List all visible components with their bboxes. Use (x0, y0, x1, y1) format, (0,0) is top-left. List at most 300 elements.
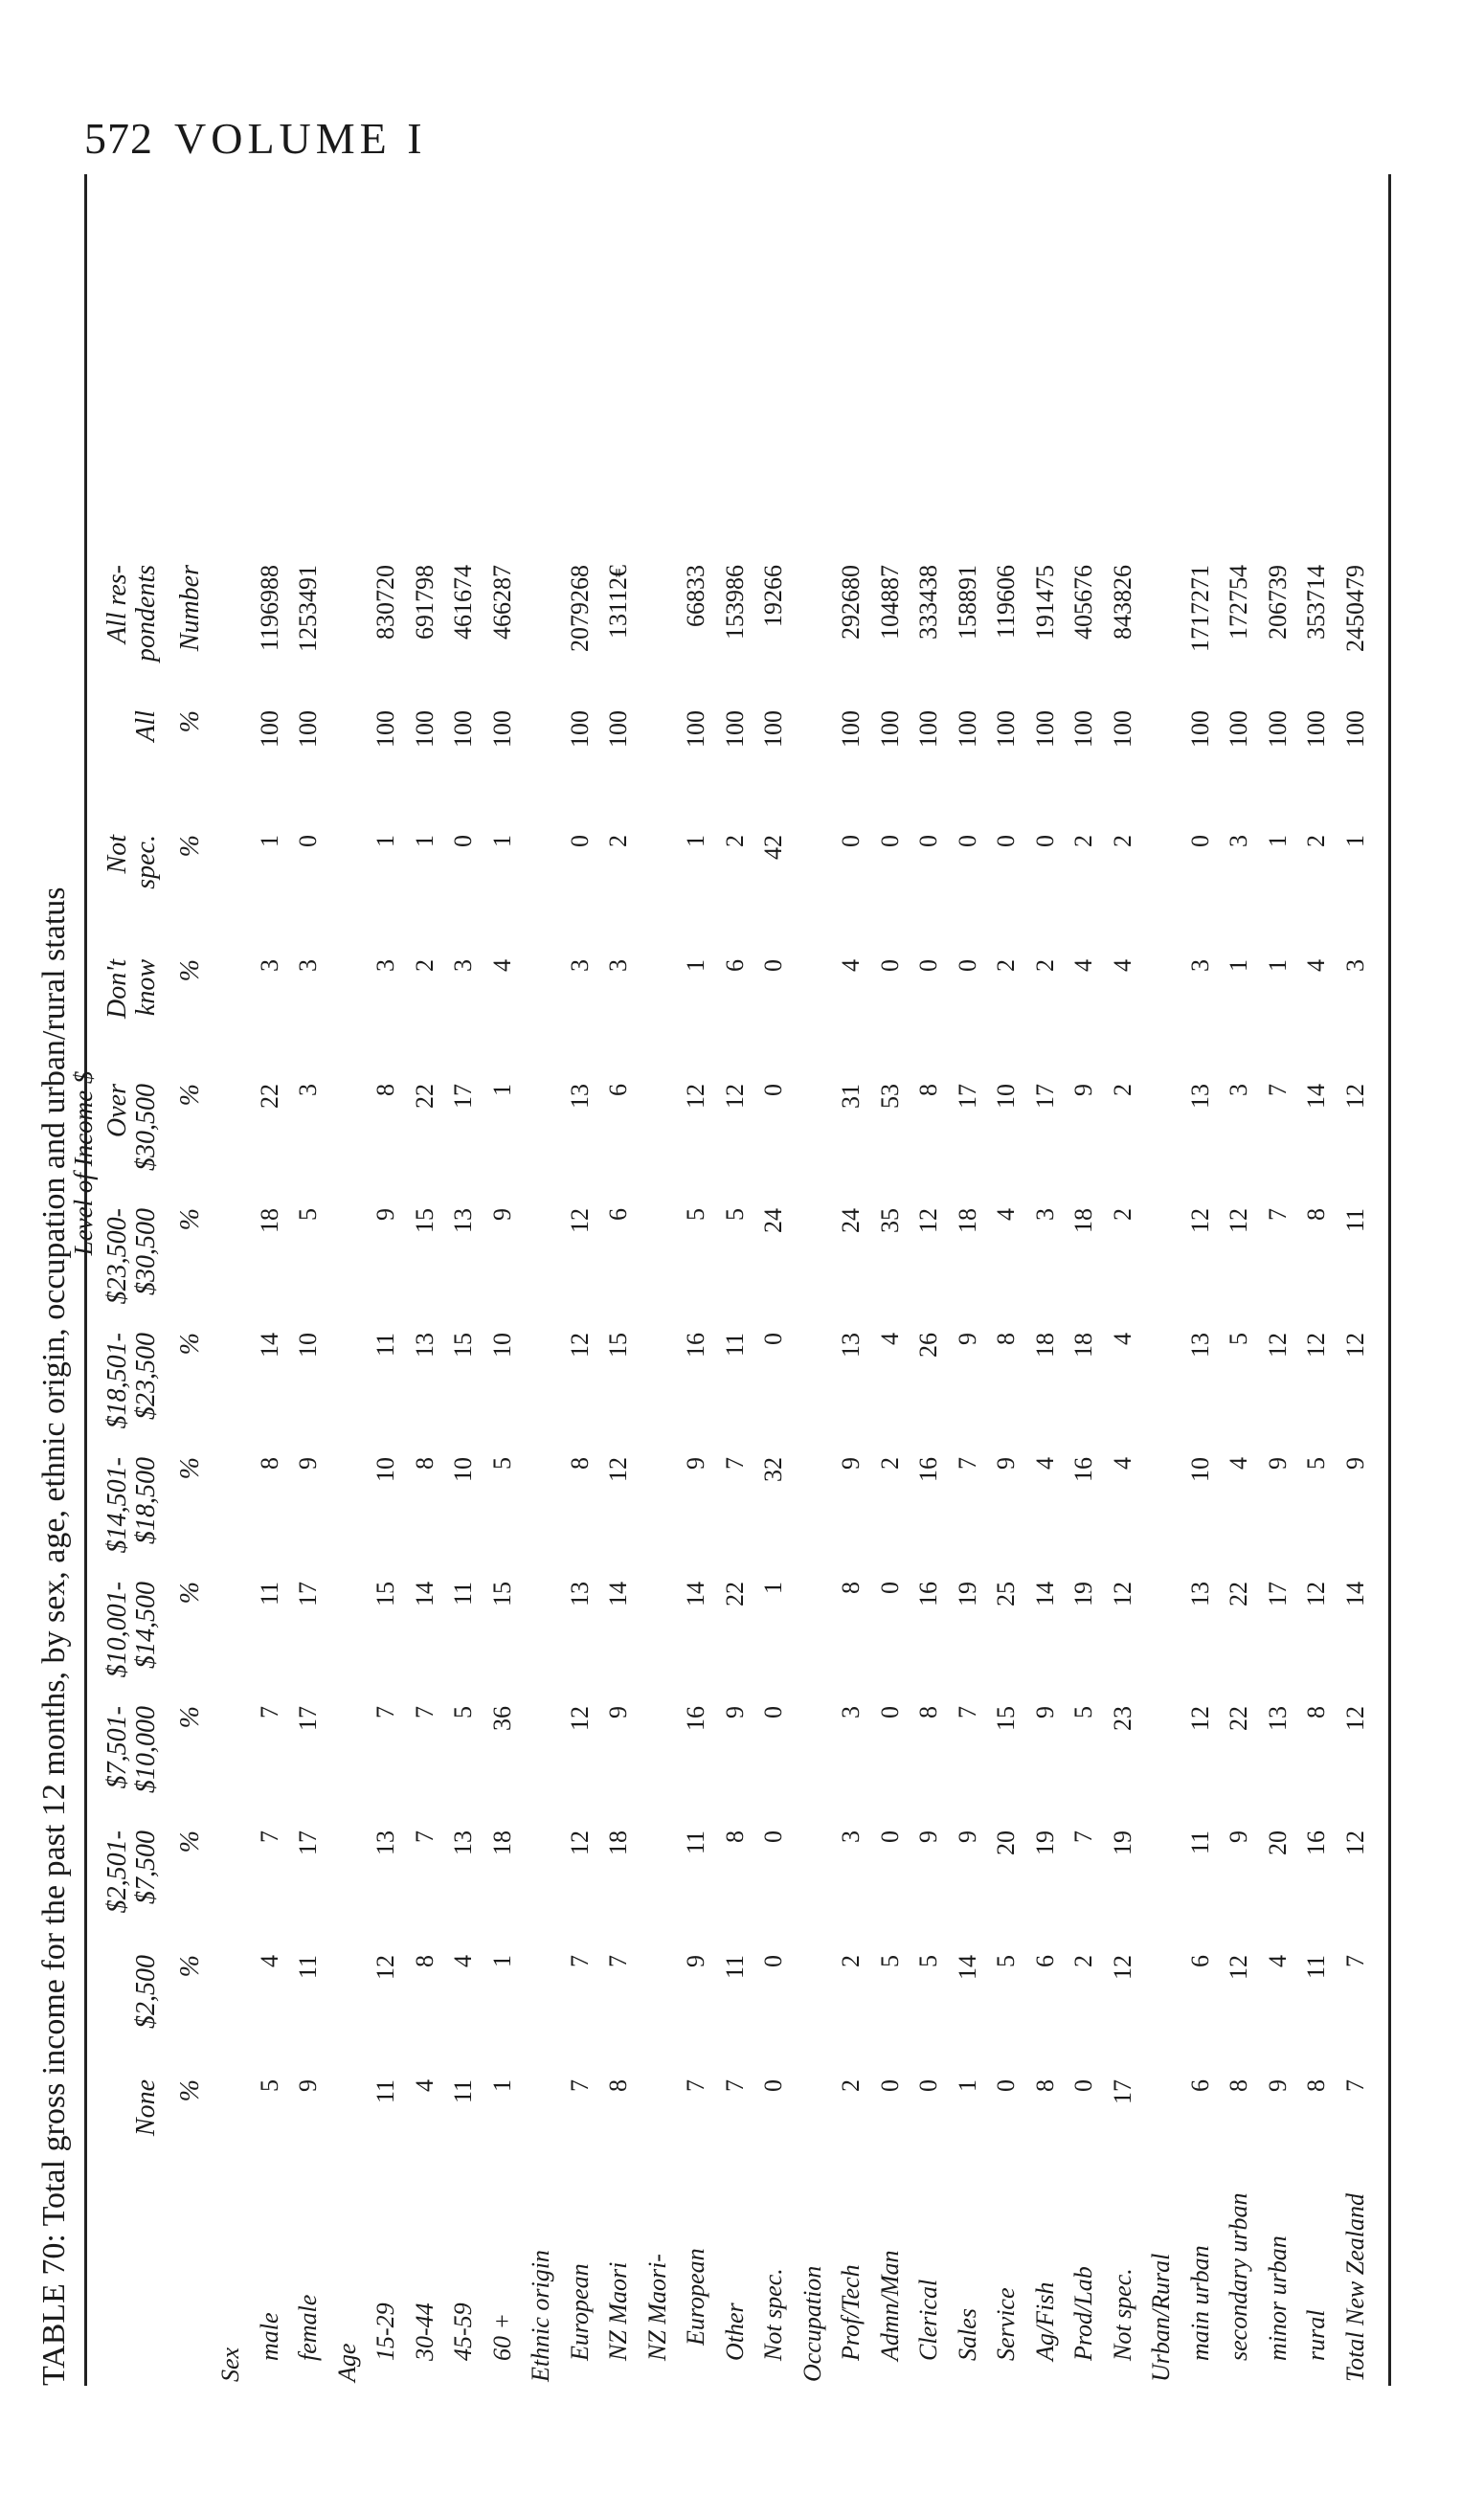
table-cell: 0 (875, 1706, 904, 1718)
table-cell: 13 (1185, 1582, 1214, 1606)
table-cell: 1 (1225, 959, 1252, 972)
table-cell: 100 (720, 710, 749, 748)
table-row (684, 163, 708, 2393)
table-cell: 12 (1340, 1333, 1369, 1358)
table-cell: 10 (294, 1333, 322, 1358)
table-cell: 0 (953, 959, 981, 972)
row-label: European (565, 2263, 594, 2361)
table-cell: 19 (953, 1582, 981, 1606)
table-cell: 8 (604, 2079, 632, 2092)
table-cell: 0 (875, 835, 904, 847)
table-cell: 22 (720, 1582, 749, 1606)
table-cell: 100 (1302, 710, 1330, 748)
column-header-l3: % (175, 1457, 205, 1480)
column-header-l3: % (175, 1084, 205, 1107)
table-cell: 0 (449, 835, 477, 847)
table-cell: 18 (1030, 1333, 1059, 1358)
table-cell: 158891 (953, 565, 981, 640)
table-cell: 22 (1225, 1706, 1252, 1731)
column-header-l3: % (175, 1830, 205, 1853)
table-cell: 8 (255, 1457, 283, 1470)
table-cell: 4 (1069, 959, 1097, 972)
table-cell: 0 (875, 1582, 904, 1594)
table-cell: 0 (759, 1084, 787, 1096)
table-cell: 0 (759, 1706, 787, 1718)
column-header-l3: % (175, 835, 205, 858)
table-cell: 19 (1069, 1582, 1097, 1606)
table-cell: 3 (604, 959, 632, 972)
table-cell: 32 (759, 1457, 787, 1482)
row-label: Service (992, 2287, 1020, 2361)
table-cell: 2 (410, 959, 438, 972)
row-label: Not spec. (1108, 2268, 1136, 2361)
table-cell: 7 (682, 2079, 709, 2092)
column-header-l3: % (175, 1582, 205, 1605)
table-cell: 18 (487, 1830, 516, 1855)
table-cell: 5 (720, 1208, 749, 1221)
table-cell: 19 (1030, 1830, 1059, 1855)
row-label: NZ Maori- (642, 2254, 671, 2361)
table-cell: 7 (953, 1706, 981, 1718)
table-cell: 3 (1225, 1084, 1252, 1096)
table-cell: 3 (255, 959, 283, 972)
table-cell: 0 (992, 835, 1020, 847)
table-row (839, 163, 864, 2393)
table-cell: 100 (294, 710, 322, 748)
table-cell: 3 (837, 1830, 865, 1843)
table-cell: 0 (759, 1830, 787, 1843)
table-cell: 13 (837, 1333, 865, 1358)
column-header-l1: $7,501- (102, 1706, 132, 1789)
level-of-income-label: Level of Income $ (69, 1070, 98, 1256)
table-cell: 10 (992, 1084, 1020, 1109)
row-label: rural (1302, 2309, 1330, 2361)
column-header-l1: Don't (102, 959, 132, 1019)
table-cell: 12 (1185, 1706, 1214, 1731)
table-cell: 466287 (487, 565, 516, 640)
column-header-l1: $10,001- (102, 1582, 132, 1678)
table-cell: 13 (410, 1333, 438, 1358)
table-row (1071, 163, 1096, 2393)
table-cell: 0 (953, 835, 981, 847)
page-number: 572 (84, 114, 153, 163)
row-group-label: Total New Zealand (1340, 2193, 1369, 2382)
column-header-l2: $10,000 (131, 1706, 161, 1793)
column-header-l2: All (131, 710, 161, 742)
table-row (410, 163, 438, 2393)
column-header-l1: Over (102, 1084, 132, 1137)
table-cell: 12 (565, 1830, 594, 1855)
table-cell: 6 (1185, 2079, 1214, 2092)
table-cell: 18 (1069, 1333, 1097, 1358)
table-cell: 5 (294, 1208, 322, 1221)
table-cell: 13112€ (604, 565, 632, 640)
table-cell: 100 (953, 710, 981, 748)
table-cell: 0 (759, 2079, 787, 2092)
table-cell: 16 (682, 1333, 709, 1358)
table-cell: 6 (720, 959, 749, 972)
table-cell: 1 (1340, 835, 1369, 847)
row-label: Other (720, 2302, 749, 2361)
column-header-l2: $7,500 (131, 1830, 161, 1904)
column-header-l1: $18,501- (102, 1333, 132, 1429)
table-cell: 6 (1030, 1955, 1059, 1967)
table-cell: 12 (1340, 1706, 1369, 1731)
table-cell: 100 (255, 710, 283, 748)
table-cell: 292680 (837, 565, 865, 640)
table-cell: 12 (565, 1208, 594, 1233)
row-label: 30-44 (410, 2302, 438, 2361)
row-label: Not spec. (759, 2268, 787, 2361)
table-row (565, 163, 594, 2393)
column-header-l2: $30,500 (131, 1208, 161, 1295)
table-cell: 4 (1108, 959, 1136, 972)
table-cell: 2 (1108, 835, 1136, 847)
table-cell: 12 (1185, 1208, 1214, 1233)
table-cell: 9 (1340, 1457, 1369, 1470)
row-label: European (682, 2248, 709, 2346)
table-cell: 13 (449, 1830, 477, 1855)
table-cell: 8 (565, 1457, 594, 1470)
table-cell: 1717271 (1185, 565, 1214, 652)
table-cell: 7 (565, 1955, 594, 1967)
table-cell: 0 (914, 959, 942, 972)
table-cell: 12 (1225, 1955, 1252, 1980)
row-label: Prof/Tech (837, 2264, 865, 2361)
table-cell: 53 (875, 1084, 904, 1109)
table-cell: 7 (604, 1955, 632, 1967)
table-cell: 0 (1185, 835, 1214, 847)
table-cell: 1 (371, 835, 399, 847)
table-cell: 8 (410, 1955, 438, 1967)
table-cell: 5 (875, 1955, 904, 1967)
table-cell: 1 (953, 2079, 981, 2092)
table-cell: 1 (759, 1582, 787, 1594)
rotated-table (29, 163, 1465, 2393)
table-cell: 13 (565, 1084, 594, 1109)
table-cell: 9 (294, 1457, 322, 1470)
table-cell: 4 (992, 1208, 1020, 1221)
table-cell: 100 (992, 710, 1020, 748)
table-cell: 5 (914, 1955, 942, 1967)
row-label: male (255, 2312, 283, 2361)
table-cell: 100 (604, 710, 632, 748)
column-header-l2: pondents (131, 565, 161, 663)
table-cell: 0 (1069, 2079, 1097, 2092)
table-cell: 2079268 (565, 565, 594, 652)
table-cell: 10 (371, 1457, 399, 1482)
table-cell: 6 (604, 1084, 632, 1096)
table-cell: 12 (1108, 1582, 1136, 1606)
table-cell: 17 (294, 1582, 322, 1606)
table-cell: 0 (759, 1955, 787, 1967)
row-label: NZ Maori (604, 2261, 632, 2361)
table-row (1185, 163, 1214, 2393)
table-cell: 18 (604, 1830, 632, 1855)
table-cell: 11 (720, 1955, 749, 1980)
table-cell: 100 (1225, 710, 1252, 748)
table-row (994, 163, 1019, 2393)
table-cell: 8 (914, 1706, 942, 1718)
table-cell: 7 (1069, 1830, 1097, 1843)
table-cell: 31 (837, 1084, 865, 1109)
table-cell: 11 (449, 2079, 477, 2104)
table-cell: 7 (1263, 1084, 1292, 1096)
table-cell: 12 (1302, 1582, 1330, 1606)
table-cell: 2 (837, 1955, 865, 1967)
table-cell: 9 (604, 1706, 632, 1718)
table-cell: 18 (255, 1208, 283, 1233)
table-cell: 24 (759, 1208, 787, 1233)
table-cell: 2 (1030, 959, 1059, 972)
table-cell: 9 (953, 1333, 981, 1345)
table-cell: 17 (1263, 1582, 1292, 1606)
table-cell: 7 (1263, 1208, 1292, 1221)
table-cell: 1 (682, 835, 709, 847)
table-cell: 100 (682, 710, 709, 748)
table-cell: 13 (371, 1830, 399, 1855)
table-cell: 843826 (1108, 565, 1136, 640)
table-cell: 15 (449, 1333, 477, 1358)
row-group-label: Urban/Rural (1147, 2253, 1175, 2382)
table-cell: 9 (1263, 1457, 1292, 1470)
row-label: Prod/Lab (1069, 2266, 1097, 2361)
table-cell: 3 (294, 1084, 322, 1096)
table-cell: 104887 (875, 565, 904, 640)
table-row (373, 163, 398, 2393)
table-cell: 12 (682, 1084, 709, 1109)
table-cell: 11 (1185, 1830, 1214, 1855)
table-cell: 9 (682, 1955, 709, 1967)
table-cell: 11 (682, 1830, 709, 1855)
table-cell: 4 (1302, 959, 1330, 972)
table-cell: 17 (1108, 2079, 1136, 2104)
table-cell: 100 (837, 710, 865, 748)
table-cell: 4 (255, 1955, 283, 1967)
table-cell: 12 (1340, 1084, 1369, 1109)
table-cell: 2 (1108, 1208, 1136, 1221)
row-group-label: Occupation (798, 2265, 826, 2382)
table-cell: 15 (604, 1333, 632, 1358)
column-header-l1: $2,501- (102, 1830, 132, 1914)
column-header-l3: % (175, 710, 205, 733)
table-cell: 3 (837, 1706, 865, 1718)
column-header-l3: % (175, 1208, 205, 1231)
row-label: minor urban (1263, 2235, 1292, 2361)
table-cell: 14 (1030, 1582, 1059, 1606)
table-cell: 12 (565, 1333, 594, 1358)
table-cell: 3 (1340, 959, 1369, 972)
column-header-l2: $23,500 (131, 1333, 161, 1420)
table-cell: 830720 (371, 565, 399, 640)
table-cell: 2 (604, 835, 632, 847)
table-cell: 5 (487, 1457, 516, 1470)
table-cell: 23 (1108, 1706, 1136, 1731)
table-cell: 10 (487, 1333, 516, 1358)
bottom-rule (1388, 174, 1391, 2386)
table-cell: 14 (1340, 1582, 1369, 1606)
column-header-l1: $14,501- (102, 1457, 132, 1554)
row-label: female (294, 2294, 322, 2361)
table-cell: 16 (914, 1582, 942, 1606)
table-cell: 11 (371, 1333, 399, 1358)
table-cell: 22 (1225, 1582, 1252, 1606)
table-cell: 100 (914, 710, 942, 748)
table-cell: 7 (720, 2079, 749, 2092)
table-cell: 1 (410, 835, 438, 847)
table-cell: 100 (449, 710, 477, 748)
table-cell: 0 (759, 1333, 787, 1345)
row-group-label: Sex (216, 2347, 244, 2382)
table-cell: 6 (604, 1208, 632, 1221)
table-cell: 17 (953, 1084, 981, 1109)
row-label: main urban (1185, 2245, 1214, 2361)
table-cell: 11 (449, 1582, 477, 1606)
table-cell: 9 (720, 1706, 749, 1718)
table-cell: 7 (410, 1706, 438, 1718)
row-label: Admn/Man (875, 2250, 904, 2361)
table-row (720, 163, 749, 2393)
table-cell: 191475 (1030, 565, 1059, 640)
table-cell: 5 (1225, 1333, 1252, 1345)
table-cell: 15 (371, 1582, 399, 1606)
table-cell: 9 (371, 1208, 399, 1221)
table-row (1340, 163, 1369, 2393)
table-row (1108, 163, 1136, 2393)
table-cell: 9 (1225, 1830, 1252, 1843)
table-cell: 36 (487, 1706, 516, 1731)
table-cell: 14 (410, 1582, 438, 1606)
table-row (953, 163, 981, 2393)
table-cell: 8 (1225, 2079, 1252, 2092)
table-cell: 153986 (720, 565, 749, 640)
table-cell: 4 (487, 959, 516, 972)
table-cell: 353714 (1302, 565, 1330, 640)
table-cell: 1 (255, 835, 283, 847)
table-cell: 12 (1108, 1955, 1136, 1980)
table-cell: 5 (449, 1706, 477, 1718)
table-cell: 4 (837, 959, 865, 972)
table-cell: 16 (1302, 1830, 1330, 1855)
table-cell: 9 (1263, 2079, 1292, 2092)
table-cell: 10 (449, 1457, 477, 1482)
column-header-l3: % (175, 1333, 205, 1356)
table-cell: 2 (720, 835, 749, 847)
table-cell: 13 (449, 1208, 477, 1233)
table-cell: 14 (682, 1582, 709, 1606)
table-cell: 7 (720, 1457, 749, 1470)
table-cell: 12 (720, 1084, 749, 1109)
table-cell: 11 (1340, 1208, 1369, 1233)
table-cell: 3 (371, 959, 399, 972)
table-cell: 17 (1030, 1084, 1059, 1109)
caption-rule (84, 174, 87, 2386)
table-cell: 2450479 (1340, 565, 1369, 652)
table-cell: 8 (992, 1333, 1020, 1345)
table-cell: 17 (449, 1084, 477, 1109)
table-cell: 0 (1030, 835, 1059, 847)
table-cell: 4 (875, 1333, 904, 1345)
table-cell: 0 (837, 835, 865, 847)
table-cell: 7 (565, 2079, 594, 2092)
table-cell: 2 (837, 2079, 865, 2092)
table-cell: 12 (1225, 1208, 1252, 1233)
table-cell: 19266 (759, 565, 787, 627)
table-cell: 100 (1030, 710, 1059, 748)
table-cell: 461674 (449, 565, 477, 640)
table-cell: 9 (682, 1457, 709, 1470)
table-cell: 100 (1069, 710, 1097, 748)
table-cell: 14 (953, 1955, 981, 1980)
table-row (1030, 163, 1059, 2393)
table-cell: 0 (875, 1830, 904, 1843)
table-cell: 11 (255, 1582, 283, 1606)
column-header-l2: $30,500 (131, 1084, 161, 1171)
table-cell: 9 (953, 1830, 981, 1843)
table-cell: 24 (837, 1208, 865, 1233)
table-cell: 14 (1302, 1084, 1330, 1109)
table-cell: 1 (487, 2079, 516, 2092)
table-row (1263, 163, 1292, 2393)
table-cell: 1 (682, 959, 709, 972)
page-header (84, 113, 427, 164)
table-cell: 12 (371, 1955, 399, 1980)
table-cell: 2 (1069, 1955, 1097, 1967)
table-cell: 119606 (992, 565, 1020, 640)
table-cell: 4 (1225, 1457, 1252, 1470)
table-cell: 18 (953, 1208, 981, 1233)
table-row (606, 163, 631, 2393)
table-cell: 5 (255, 2079, 283, 2092)
table-cell: 26 (914, 1333, 942, 1358)
table-cell: 4 (1263, 1955, 1292, 1967)
table-cell: 9 (487, 1208, 516, 1221)
table-cell: 4 (1108, 1333, 1136, 1345)
table-cell: 15 (992, 1706, 1020, 1731)
table-cell: 4 (449, 1955, 477, 1967)
table-cell: 9 (914, 1830, 942, 1843)
table-cell: 100 (759, 710, 787, 748)
table-cell: 100 (1340, 710, 1369, 748)
row-label: secondary urban (1225, 2192, 1252, 2361)
table-cell: 11 (1302, 1955, 1330, 1980)
column-header-l2: $2,500 (131, 1955, 161, 2029)
column-header-l2: $18,500 (131, 1457, 161, 1544)
table-cell: 8 (720, 1830, 749, 1843)
table-cell: 4 (410, 2079, 438, 2092)
table-cell: 12 (604, 1457, 632, 1482)
table-cell: 17 (294, 1830, 322, 1855)
table-cell: 66833 (682, 565, 709, 627)
table-row (1304, 163, 1329, 2393)
table-cell: 12 (565, 1706, 594, 1731)
table-cell: 0 (914, 835, 942, 847)
row-label: 60 + (487, 2312, 516, 2361)
table-cell: 12 (1340, 1830, 1369, 1855)
table-cell: 7 (953, 1457, 981, 1470)
table-cell: 19 (1108, 1830, 1136, 1855)
table-row (451, 163, 476, 2393)
table-cell: 1 (1263, 835, 1292, 847)
table-cell: 8 (1302, 1208, 1330, 1221)
table-cell: 8 (410, 1457, 438, 1470)
table-cell: 12 (1263, 1333, 1292, 1358)
table-cell: 2 (1302, 835, 1330, 847)
table-cell: 2 (875, 1457, 904, 1470)
table-cell: 3 (1225, 835, 1252, 847)
table-cell: 15 (487, 1582, 516, 1606)
table-cell: 22 (410, 1084, 438, 1109)
